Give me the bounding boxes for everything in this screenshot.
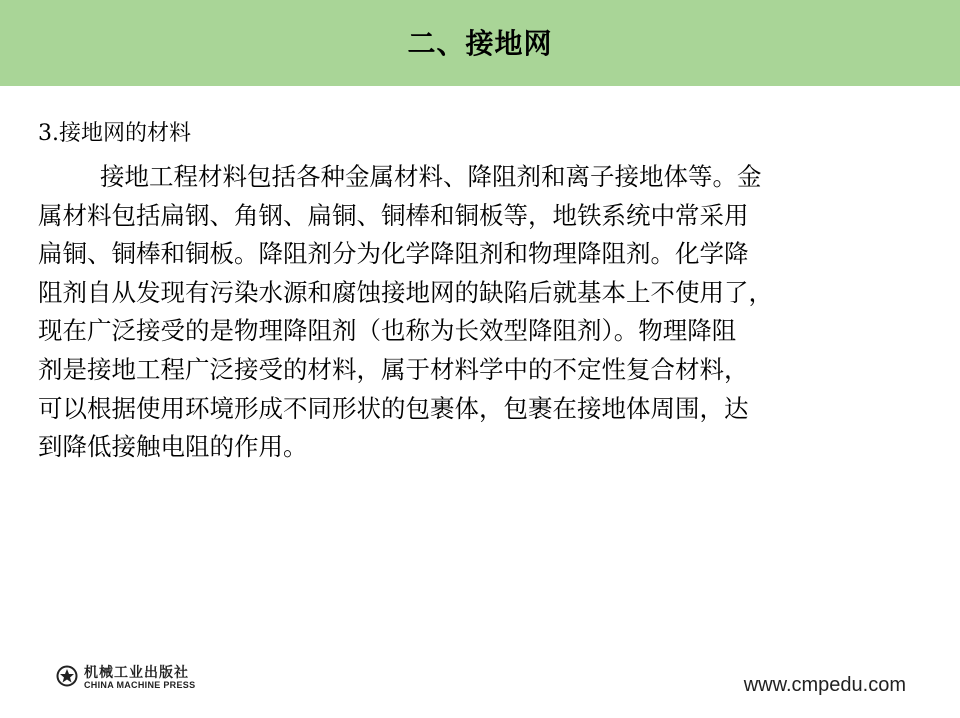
section-heading: 3.接地网的材料 <box>38 121 191 146</box>
body-line: 属材料包括扁钢、角钢、扁铜、铜棒和铜板等，地铁系统中常采用 <box>38 200 749 230</box>
publisher-logo-icon <box>56 665 78 687</box>
slide-title: 二、接地网 <box>407 27 553 60</box>
body-line: 接地工程材料包括各种金属材料、降阻剂和离子接地体等。金 <box>100 162 762 191</box>
body-line: 现在广泛接受的是物理降阻剂（也称为长效型降阻剂）。物理降阻 <box>38 316 737 346</box>
body-line: 剂是接地工程广泛接受的材料，属于材料学中的不定性复合材料， <box>38 354 749 384</box>
publisher-name-cn: 机械工业出版社 <box>84 665 189 681</box>
slide-content <box>38 118 908 467</box>
publisher-name-en: CHINA MACHINE PRESS <box>84 680 196 690</box>
body-line: 扁铜、铜棒和铜板。降阻剂分为化学降阻剂和物理降阻剂。化学降 <box>38 239 749 269</box>
website-url: www.cmpedu.com <box>743 674 906 696</box>
body-line: 阻剂自从发现有污染水源和腐蚀接地网的缺陷后就基本上不使用了， <box>38 277 773 307</box>
body-line: 可以根据使用环境形成不同形状的包裹体，包裹在接地体周围，达 <box>38 393 749 423</box>
body-line: 到降低接触电阻的作用。 <box>38 432 308 462</box>
publisher-logo <box>56 662 226 692</box>
